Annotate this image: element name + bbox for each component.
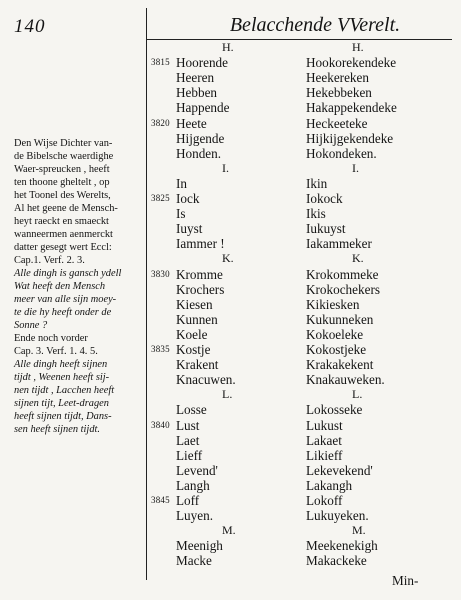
word-row — [0, 342, 461, 358]
margin-note-line: Cap. 3. Verf. 1. 4. 5. — [14, 346, 98, 357]
word-variant: Lakangh — [306, 477, 353, 493]
word-original: Meenigh — [176, 538, 223, 554]
word-original: Luyen. — [176, 508, 213, 524]
word-row — [0, 372, 461, 388]
word-variant: Likieff — [306, 447, 343, 463]
word-original: Krochers — [176, 281, 225, 297]
word-variant: Iakammeker — [306, 236, 372, 252]
word-row — [0, 297, 461, 313]
word-original: Levend' — [176, 462, 218, 478]
word-row — [0, 100, 461, 116]
word-row — [0, 282, 461, 298]
word-row — [0, 357, 461, 373]
word-row — [0, 221, 461, 237]
margin-note-line: heeft sijnen tijdt, Dans- — [14, 411, 112, 422]
letter-heading-left: L. — [222, 387, 233, 402]
word-variant: Hakappekendeke — [306, 100, 397, 116]
word-original: Kiesen — [176, 296, 213, 312]
margin-note-line: Waer-spreucken , heeft — [14, 164, 110, 175]
word-row — [0, 85, 461, 101]
margin-note-line: tijdt , Weenen heeft sij- — [14, 372, 110, 383]
word-row — [0, 267, 461, 283]
word-variant: Krokochekers — [306, 281, 380, 297]
margin-note-line: sijnen tijt, Leet-dragen — [14, 398, 109, 409]
word-row — [0, 55, 461, 71]
word-variant: Ikin — [306, 175, 328, 191]
word-row — [0, 402, 461, 418]
margin-note-line: Cap.1. Verf. 2. 3. — [14, 255, 85, 266]
word-row — [0, 493, 461, 509]
margin-note-line: Den Wijse Dichter van- — [14, 138, 113, 149]
letter-heading-right: L. — [352, 387, 363, 402]
word-original: Hoorende — [176, 55, 228, 71]
word-row — [0, 70, 461, 86]
line-number: 3820 — [151, 117, 170, 128]
margin-note-line: Alle dingh heeft sijnen — [14, 359, 108, 370]
running-head: Belacchende VVerelt. — [229, 14, 401, 36]
margin-note-line: Wat heeft den Mensch — [14, 281, 106, 292]
word-variant: Krokommeke — [306, 266, 379, 282]
margin-note-line: wanneermen aenmerckt — [14, 229, 113, 240]
margin-note-line: te die hy heeft onder de — [14, 307, 112, 318]
word-original: Langh — [176, 477, 210, 493]
margin-note-line: datter gesegt wert Eccl: — [14, 242, 112, 253]
word-variant: Ikis — [306, 206, 326, 222]
word-original: Iammer ! — [176, 236, 225, 252]
margin-note-line: Sonne ? — [14, 320, 48, 331]
word-original: Kostje — [176, 342, 211, 357]
word-variant: Lukuyeken. — [306, 508, 369, 524]
word-variant: Meekenekigh — [306, 538, 378, 554]
word-variant: Lukust — [306, 417, 343, 433]
line-number: 3815 — [151, 57, 170, 68]
word-original: Heeren — [176, 70, 215, 86]
page-number: 140 — [14, 16, 46, 37]
word-row — [0, 553, 461, 569]
letter-heading-left: I. — [222, 160, 229, 175]
word-variant: Iukuyst — [306, 221, 346, 237]
word-variant: Heckeeteke — [306, 115, 368, 131]
word-row — [0, 508, 461, 524]
word-original: Krakent — [176, 357, 219, 373]
word-variant: Heekereken — [306, 70, 369, 86]
margin-note-line: ten thoone gheltelt , op — [14, 177, 110, 188]
margin-note-line: Al het geene de Mensch- — [14, 203, 118, 214]
word-original: Knacuwen. — [176, 372, 236, 388]
word-row — [0, 478, 461, 494]
letter-heading — [0, 251, 461, 267]
word-variant: Kukunneken — [306, 311, 374, 327]
margin-note-line: heyt raeckt en smaeckt — [14, 216, 109, 227]
word-original: Kunnen — [176, 311, 218, 327]
letter-heading-left: K. — [222, 251, 234, 266]
line-number: 3840 — [151, 419, 170, 430]
word-variant: Kikiesken — [306, 296, 360, 312]
word-variant: Hookorekendeke — [306, 55, 397, 71]
word-row — [0, 146, 461, 162]
word-original: Lieff — [176, 447, 203, 463]
word-original: Macke — [176, 553, 212, 569]
word-original: Losse — [176, 402, 207, 418]
word-variant: Hijkijgekendeke — [306, 130, 394, 146]
letter-heading-right: M. — [352, 523, 366, 538]
word-row — [0, 312, 461, 328]
word-original: Happende — [176, 100, 230, 116]
line-number: 3830 — [151, 268, 170, 279]
letter-heading — [0, 161, 461, 177]
letter-heading-right: H. — [352, 40, 364, 54]
word-row — [0, 131, 461, 147]
word-variant: Lekevekend' — [306, 462, 373, 478]
word-row — [0, 116, 461, 132]
word-original: Iock — [176, 191, 200, 206]
word-row — [0, 206, 461, 222]
word-original: Hebben — [176, 85, 218, 101]
margin-note-line: nen tijdt , Lacchen heeft — [14, 385, 115, 396]
letter-heading — [0, 40, 461, 56]
word-row — [0, 433, 461, 449]
word-row — [0, 418, 461, 434]
word-row — [0, 236, 461, 252]
margin-note-line: de Bibelsche waerdighe — [14, 151, 114, 162]
word-variant: Kokostjeke — [306, 342, 367, 357]
letter-heading-right: K. — [352, 251, 364, 266]
word-original: Is — [176, 206, 186, 222]
margin-note-line: meer van alle sijn moey- — [14, 294, 117, 305]
line-number: 3835 — [151, 344, 170, 354]
word-variant: Knakauweken. — [306, 372, 385, 388]
letter-heading-left: M. — [222, 523, 236, 538]
word-row — [0, 538, 461, 554]
word-original: Lust — [176, 417, 200, 433]
word-original: Kromme — [176, 266, 223, 282]
word-variant: Iokock — [306, 191, 343, 206]
word-variant: Kokoeleke — [306, 326, 364, 342]
margin-note-line: sen heeft sijnen tijdt. — [14, 424, 100, 435]
margin-note-line: Alle dingh is gansch ydell — [14, 268, 122, 279]
word-variant: Krakakekent — [306, 357, 374, 373]
margin-note-line: het Toonel des Werelts, — [14, 190, 111, 201]
word-variant: Lakaet — [306, 432, 342, 448]
word-row — [0, 176, 461, 192]
letter-heading — [0, 387, 461, 403]
word-original: Heete — [176, 115, 207, 131]
line-number: 3845 — [151, 495, 170, 505]
word-original: Hijgende — [176, 130, 225, 146]
catchword: Min- — [392, 573, 419, 588]
word-row — [0, 448, 461, 464]
word-variant: Makackeke — [306, 553, 367, 569]
word-original: Loff — [176, 493, 200, 508]
word-variant: Hekebbeken — [306, 85, 372, 101]
word-variant: Hokondeken. — [306, 145, 377, 161]
word-row — [0, 463, 461, 479]
word-original: Iuyst — [176, 221, 203, 237]
word-row — [0, 191, 461, 207]
word-variant: Lokosseke — [306, 402, 363, 418]
word-row — [0, 327, 461, 343]
line-number: 3825 — [151, 193, 170, 203]
letter-heading-left: H. — [222, 40, 234, 54]
word-original: Honden. — [176, 145, 222, 161]
word-variant: Lokoff — [306, 493, 343, 508]
letter-heading — [0, 523, 461, 539]
word-original: Laet — [176, 432, 200, 448]
letter-heading-right: I. — [352, 160, 359, 175]
word-original: In — [176, 175, 187, 191]
margin-note-line: Ende noch vorder — [14, 333, 88, 344]
word-original: Koele — [176, 326, 208, 342]
